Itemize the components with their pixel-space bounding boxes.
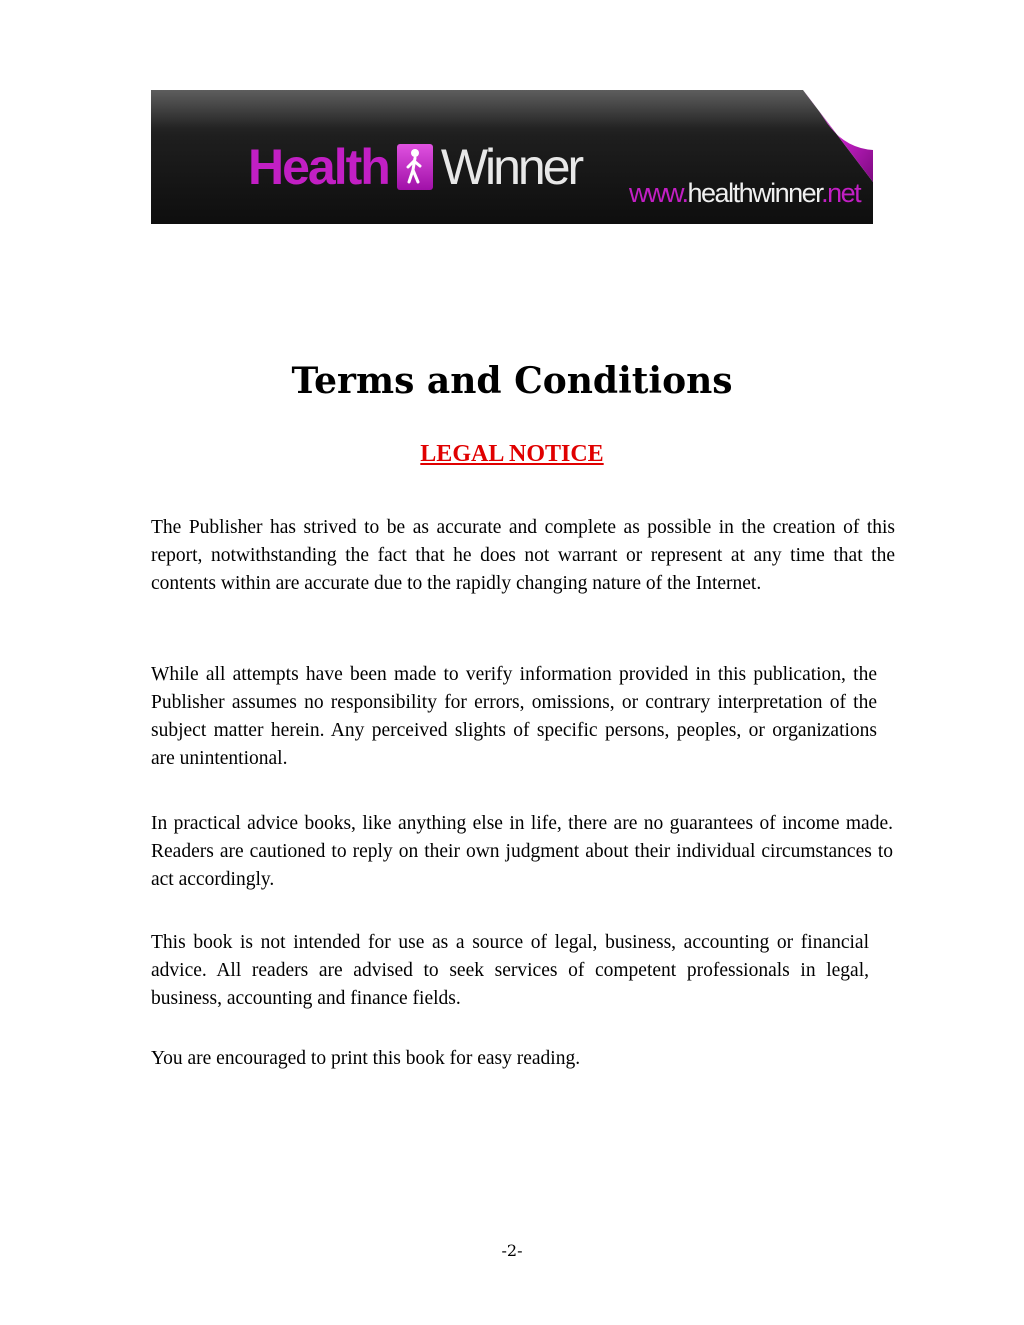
- healthwinner-banner: [151, 90, 873, 224]
- paragraph-no-guarantees: In practical advice books, like anything else in life, there are no guarantees of income made. Readers are cautioned to reply on their own judgment about their individual circumstances to act accordingly.: [151, 813, 893, 890]
- walking-person-icon: [397, 144, 433, 190]
- url-prefix: www.: [629, 178, 688, 208]
- brand-name-health: Health: [248, 139, 389, 195]
- brand-logo: [248, 138, 581, 196]
- paragraph-accuracy: The Publisher has strived to be as accurate and complete as possible in the creation of this report, notwithstanding the fact that he does not warrant or represent at any time that the contents within are accurate due to the rapidly changing nature of the Internet.: [151, 517, 895, 594]
- page-number: -2-: [501, 1241, 523, 1260]
- url-domain: healthwinner: [687, 178, 822, 208]
- paragraph-not-advice: This book is not intended for use as a source of legal, business, accounting or financial advice. All readers are advised to seek services of competent professionals in legal, business, accounting and finance fields.: [151, 932, 869, 1009]
- paragraph-responsibility: While all attempts have been made to verify information provided in this publication, the Publisher assumes no responsibility for errors, omissions, or contrary interpretation of the subject matter herein. Any perceived slights of specific persons, peoples, or organizations are unintentional.: [151, 664, 877, 769]
- page-curl-icon: [803, 90, 873, 182]
- legal-notice-heading: LEGAL NOTICE: [420, 441, 604, 467]
- brand-name-winner: Winner: [440, 139, 582, 195]
- website-url: [629, 178, 860, 209]
- url-tld: .net: [821, 178, 861, 208]
- banner-gloss: [151, 90, 873, 128]
- paragraph-print: You are encouraged to print this book for easy reading.: [151, 1048, 581, 1069]
- page-title: Terms and Conditions: [291, 360, 733, 402]
